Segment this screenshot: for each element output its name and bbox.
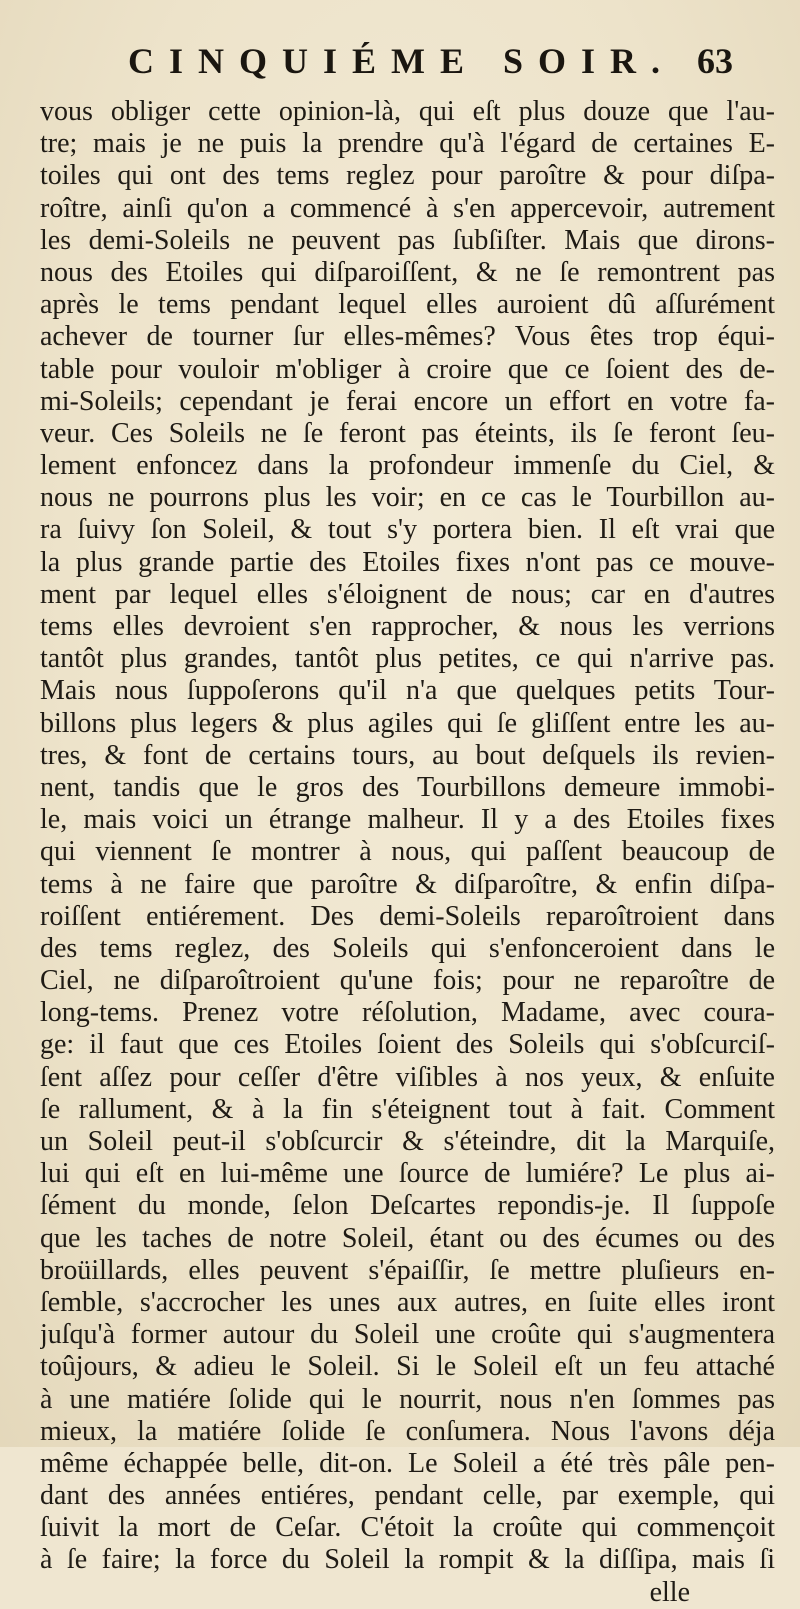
text-line: ment par lequel elles s'éloignent de nous; car en d'autres [40,578,775,610]
text-line: tantôt plus grandes, tantôt plus petites, ce qui n'arrive pas. [40,643,775,675]
text-line: lement enfoncez dans la profondeur immenſe du Ciel, & [40,450,775,482]
text-line: roiſſent entiérement. Des demi-Soleils reparoîtroient dans [40,900,775,932]
text-line: tres, & font de certains tours, au bout deſquels ils revien- [40,739,775,771]
text-line: lui qui eſt en lui-même une ſource de lumiére? Le plus ai- [40,1158,775,1190]
text-line: à une matiére ſolide qui le nourrit, nous n'en ſommes pas [40,1383,775,1415]
running-title: CINQUIÉME SOIR. [128,41,676,81]
text-line: vous obliger cette opinion-là, qui eſt plus douze que l'au- [40,96,775,127]
text-line: Ciel, ne diſparoîtroient qu'une fois; pour ne reparoître de [40,965,775,997]
text-line: ſément du monde, ſelon Deſcartes repondis-je. Il ſuppoſe [40,1190,775,1222]
text-line: que les taches de notre Soleil, étant ou des écumes ou des [40,1222,775,1254]
text-line: à ſe faire; la force du Soleil la rompit & la diſſipa, mais ſi [40,1544,775,1576]
text-line: toiles qui ont des tems reglez pour paroître & pour diſpa- [40,160,775,192]
text-line: ſent aſſez pour ceſſer d'être viſibles à nos yeux, & enſuite [40,1061,775,1093]
text-line: roître, ainſi qu'on a commencé à s'en appercevoir, autrement [40,192,775,224]
text-line: ſuivit la mort de Ceſar. C'étoit la croûte qui commençoit [40,1512,775,1544]
page-header [0,40,800,80]
text-line: après le tems pendant lequel elles auroient dû aſſurément [40,289,775,321]
text-line: ra ſuivy ſon Soleil, & tout s'y portera bien. Il eſt vrai que [40,514,775,546]
text-line: mi-Soleils; cependant je ferai encore un effort en votre fa- [40,385,775,417]
text-line: broüillards, elles peuvent s'épaiſſir, ſe mettre pluſieurs en- [40,1254,775,1286]
text-line: dant des années entiéres, pendant celle, par exemple, qui [40,1480,775,1512]
text-line: juſqu'à former autour du Soleil une croûte qui s'augmentera [40,1319,775,1351]
text-line: le, mais voici un étrange malheur. Il y a des Etoiles fixes [40,804,775,836]
catchword: elle [649,1576,690,1608]
text-line: achever de tourner ſur elles-mêmes? Vous êtes trop équi- [40,321,775,353]
text-line: qui viennent ſe montrer à nous, qui paſſent beaucoup de [40,836,775,868]
text-line: tre; mais je ne puis la prendre qu'à l'égard de certaines E- [40,128,775,160]
text-line: table pour vouloir m'obliger à croire que ce ſoient des de- [40,353,775,385]
text-line: veur. Ces Soleils ne ſe feront pas éteints, ils ſe feront ſeu- [40,417,775,449]
text-line: ſemble, s'accrocher les unes aux autres, en ſuite elles iront [40,1286,775,1318]
body-text [40,96,775,1609]
text-line: nous ne pourrons plus les voir; en ce cas le Tourbillon au- [40,482,775,514]
text-line: nous des Etoiles qui diſparoiſſent, & ne ſe remontrent pas [40,256,775,288]
text-line: Mais nous ſuppoſerons qu'il n'a que quelques petits Tour- [40,675,775,707]
page-number: 63 [697,41,733,81]
text-line: mieux, la matiére ſolide ſe conſumera. Nous l'avons déja [40,1415,775,1447]
text-line: nent, tandis que le gros des Tourbillons demeure immobi- [40,771,775,803]
text-line: même échappée belle, dit-on. Le Soleil a été très pâle pen- [40,1447,775,1479]
text-line: ſe rallument, & à la fin s'éteignent tout à fait. Comment [40,1093,775,1125]
text-line: long-tems. Prenez votre réſolution, Madame, avec coura- [40,997,775,1029]
text-line: ge: il faut que ces Etoiles ſoient des Soleils qui s'obſcurciſ- [40,1029,775,1061]
text-line: toûjours, & adieu le Soleil. Si le Soleil eſt un feu attaché [40,1351,775,1383]
text-line: un Soleil peut-il s'obſcurcir & s'éteindre, dit la Marquiſe, [40,1126,775,1157]
text-line: la plus grande partie des Etoiles fixes n'ont pas ce mouve- [40,546,775,578]
text-line: billons plus legers & plus agiles qui ſe gliſſent entre les au- [40,707,775,739]
text-line: des tems reglez, des Soleils qui s'enfonceroient dans le [40,932,775,964]
text-line: tems à ne faire que paroître & diſparoître, & enfin diſpa- [40,868,775,900]
text-line: les demi-Soleils ne peuvent pas ſubſiſter. Mais que dirons- [40,224,775,256]
text-line: tems elles devroient s'en rapprocher, & nous les verrions [40,611,775,642]
